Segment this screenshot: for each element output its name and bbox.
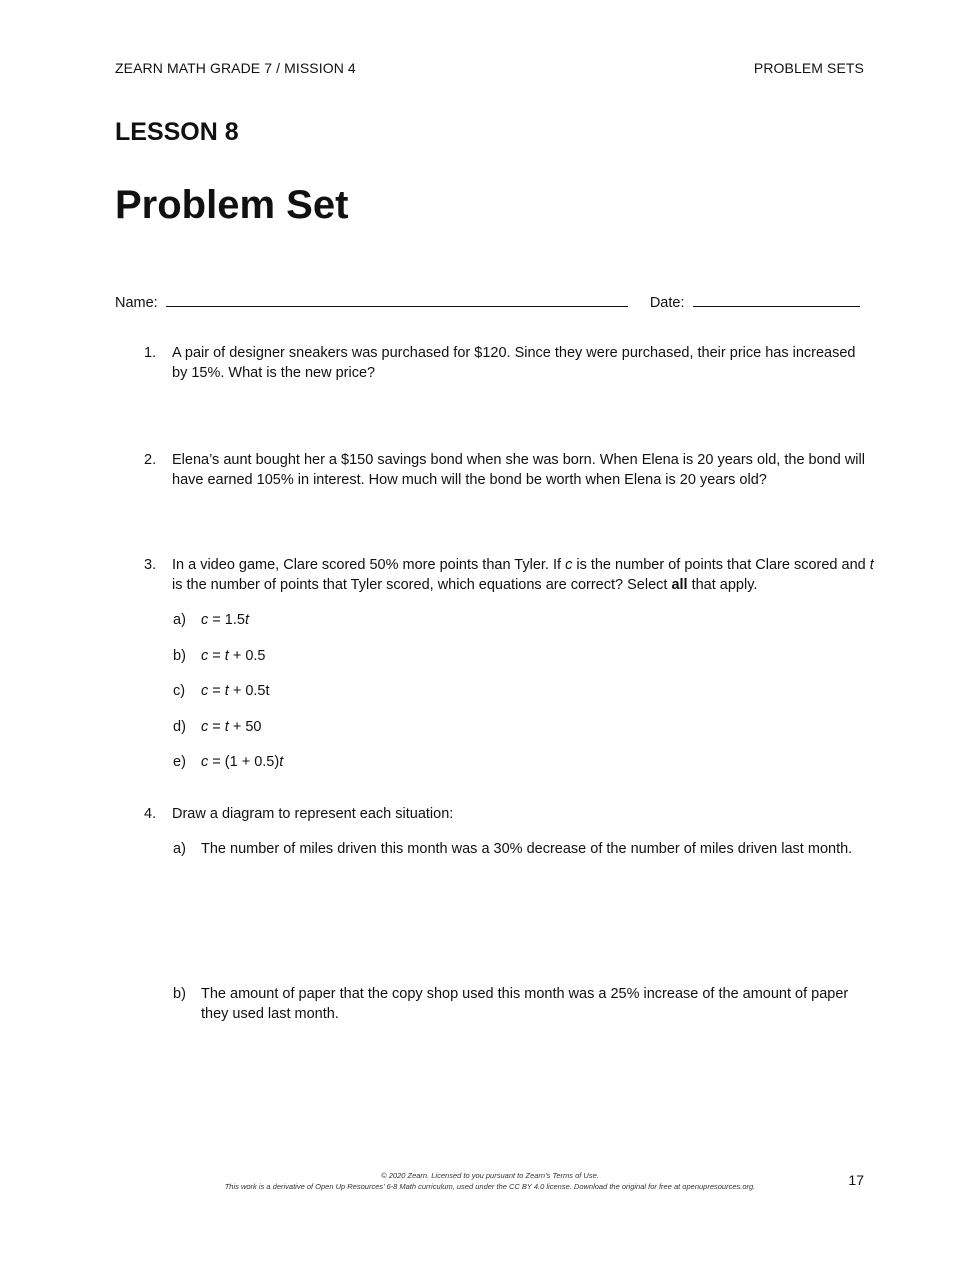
option-label: a) <box>173 612 186 628</box>
subpart-label: b) <box>173 986 186 1002</box>
problem-number: 4. <box>144 806 157 822</box>
problem-4 <box>144 804 874 824</box>
header-section-title: PROBLEM SETS <box>753 60 864 76</box>
option-label: b) <box>173 648 186 664</box>
problem-3 <box>144 555 874 595</box>
footer-attribution: This work is a derivative of Open Up Resources’ 6-8 Math curriculum, used under the CC BY 4.0 license. Download the original for free at openupresources.org. <box>224 1182 756 1191</box>
problem-1 <box>144 343 874 383</box>
name-blank[interactable] <box>166 293 628 307</box>
problem-text: A pair of designer sneakers was purchased for $120. Since they were purchased, their price has increased by 15%. What is the new price? <box>172 345 856 381</box>
problem-text: In a video game, Clare scored 50% more points than Tyler. If c is the number of points that Clare scored and t is the number of points that Tyler scored, which equations are correct? Select all that apply. <box>172 557 874 593</box>
option-label: c) <box>173 683 186 699</box>
page-title: Problem Set <box>115 183 349 227</box>
problem-4-part-b <box>173 984 873 1024</box>
problem-number: 3. <box>144 557 157 573</box>
answer-option-a[interactable]: a) c = 1.5t <box>173 612 249 628</box>
subpart-text: The amount of paper that the copy shop used this month was a 25% increase of the amount of paper they used last month. <box>201 986 849 1022</box>
page-number: 17 <box>848 1172 864 1188</box>
date-label: Date: <box>649 295 685 311</box>
problem-text: Elena’s aunt bought her a $150 savings bond when she was born. When Elena is 20 years old, the bond will have earned 105% in interest. How much will the bond be worth when Elena is 20 years old? <box>172 452 865 488</box>
lesson-label: LESSON 8 <box>115 118 239 146</box>
problem-number: 2. <box>144 452 157 468</box>
date-blank[interactable] <box>693 293 860 307</box>
problem-number: 1. <box>144 345 157 361</box>
header-course-title: ZEARN MATH GRADE 7 / MISSION 4 <box>115 60 356 76</box>
subpart-label: a) <box>173 841 186 857</box>
subpart-text: The number of miles driven this month was a 30% decrease of the number of miles driven last month. <box>201 841 853 857</box>
option-label: d) <box>173 719 186 735</box>
answer-option-e[interactable]: e) c = (1 + 0.5)t <box>173 754 284 770</box>
name-date-row <box>115 293 875 311</box>
footer-copyright: © 2020 Zearn. Licensed to you pursuant to Zearn’s Terms of Use. <box>381 1171 599 1180</box>
footer-license <box>150 1170 830 1192</box>
name-label: Name: <box>115 295 158 311</box>
option-label: e) <box>173 754 186 770</box>
problem-text: Draw a diagram to represent each situation: <box>172 806 454 822</box>
answer-option-b[interactable]: b) c = t + 0.5 <box>173 648 266 664</box>
problem-4-part-a <box>173 839 873 859</box>
answer-option-d[interactable]: d) c = t + 50 <box>173 719 262 735</box>
answer-option-c[interactable]: c) c = t + 0.5t <box>173 683 270 699</box>
problem-2 <box>144 450 874 490</box>
